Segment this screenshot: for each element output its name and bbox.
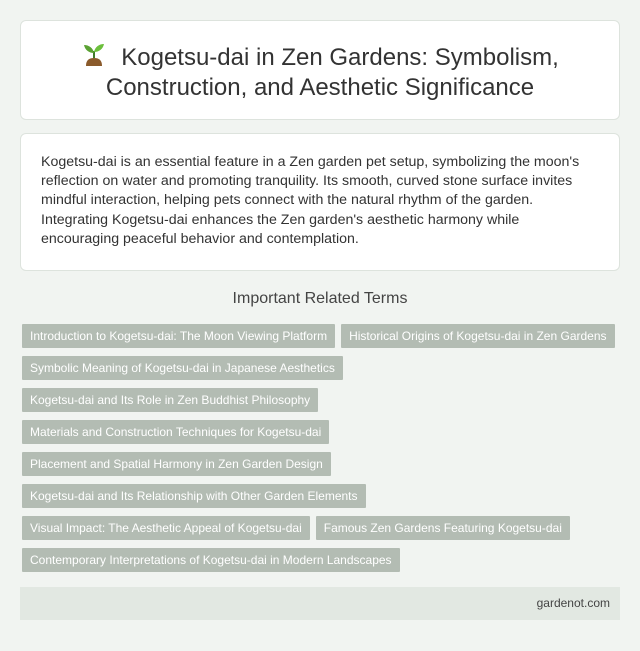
related-term-tag[interactable]: Kogetsu-dai and Its Relationship with Other Garden Elements xyxy=(22,484,366,508)
related-term-tag[interactable]: Placement and Spatial Harmony in Zen Garden Design xyxy=(22,452,331,476)
related-terms-heading: Important Related Terms xyxy=(232,290,408,307)
page-title xyxy=(21,43,619,103)
intro-paragraph: Kogetsu-dai is an essential feature in a Zen garden pet setup, symbolizing the moon's reflection on water and promoting tranquility. Its smooth, curved stone surface invites mindful interaction, helping pets connect with the natural rhythm of the garden. Integrating Kogetsu-dai enhances the Zen garden's aesthetic harmony while encouraging peaceful behavior and contemplation. xyxy=(41,154,580,247)
related-term-tag[interactable]: Materials and Construction Techniques for Kogetsu-dai xyxy=(22,420,329,444)
footer-site-name[interactable]: gardenot.com xyxy=(536,596,610,610)
footer xyxy=(20,587,620,620)
related-term-tag[interactable]: Symbolic Meaning of Kogetsu-dai in Japanese Aesthetics xyxy=(22,356,343,380)
related-term-tag[interactable]: Historical Origins of Kogetsu-dai in Zen Gardens xyxy=(341,324,614,348)
related-term-tag[interactable]: Introduction to Kogetsu-dai: The Moon Viewing Platform xyxy=(22,324,335,348)
related-term-tag[interactable]: Kogetsu-dai and Its Role in Zen Buddhist Philosophy xyxy=(22,388,318,412)
related-term-tag[interactable]: Contemporary Interpretations of Kogetsu-dai in Modern Landscapes xyxy=(22,548,400,572)
intro-card xyxy=(20,133,620,271)
sprout-icon xyxy=(81,43,107,67)
related-terms-list xyxy=(22,324,622,572)
page-title-text: Kogetsu-dai in Zen Gardens: Symbolism, Construction, and Aesthetic Significance xyxy=(105,44,559,101)
related-term-tag[interactable]: Visual Impact: The Aesthetic Appeal of Kogetsu-dai xyxy=(22,516,310,540)
related-term-tag[interactable]: Famous Zen Gardens Featuring Kogetsu-dai xyxy=(316,516,570,540)
header-card xyxy=(20,20,620,120)
